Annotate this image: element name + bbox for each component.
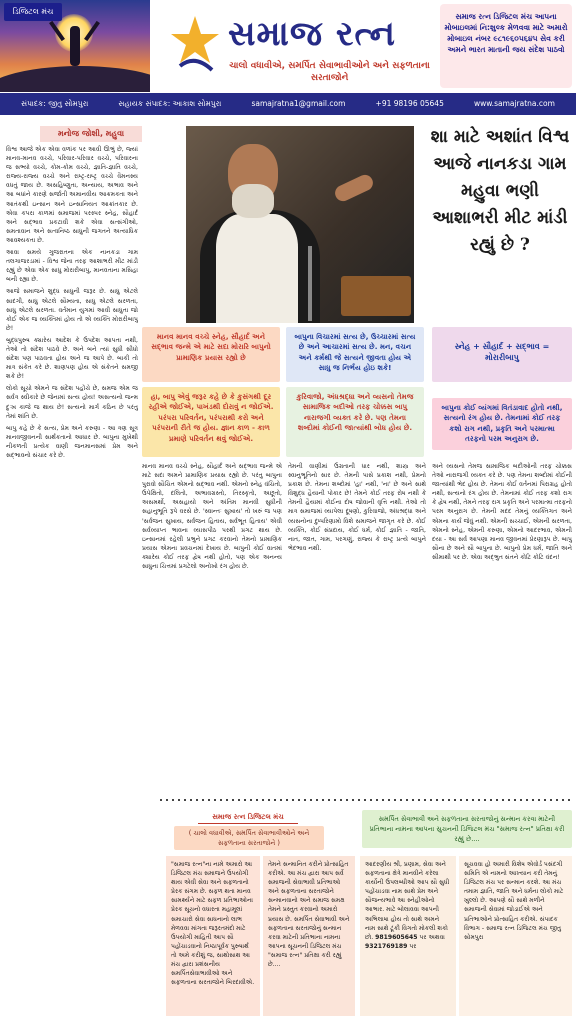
- paragraph: બાપુ કહે છે કે સત્ય, પ્રેમ અને કરુણા - આ ત્રણ સૂત્ર માનવજીવનની સાર્થકતાનો આધાર છે. બાપુના મુખેથી નીકળતી પ્રત્યેક વાણી જનમાનસમાં પ્રેમ અને સદ્ભાવનો સંચાર કરે છે.: [6, 424, 138, 459]
- contact-note-or: પર અથવા: [419, 933, 445, 941]
- quote-box-2: બાપુના વિચારમાં સત્ય છે, ઉચ્ચારમાં સત્ય છે અને આચારમાં સત્ય છે. મન, વચન અને કર્મથી જે સત્યને જીવતા હોય એ સાધુ જ નિર્ભય હોઇ શકે!: [286, 327, 424, 382]
- masthead-tagline: ચાલો વધાવીએ, સમર્પિત સેવાભાવીઓને અને સફળતાના સરતાજોને: [229, 61, 430, 83]
- contact-note-tail: પર: [409, 942, 417, 950]
- phone-number[interactable]: +91 98196 05645: [375, 99, 444, 108]
- contact-bar: [0, 93, 576, 115]
- paragraph: આવા સમયે ગુજરાતના એક નાનકડા ગામ તલગાજરડામાં - વિશ્વ જેના તરફ આશાભરી મીટ માંડી રહ્યું છે એવા એક સાધુ મોરારીબાપુ, માનવતાના મસિહા બની રહ્યા છે.: [6, 249, 138, 284]
- contact-note-text: આદરણીય શ્રી, પ્રણામ, સેવા અને સફળતાના ક્ષેત્રે માનવીને કરેલા કાર્યોની ઉપલબ્ધીઓ આપ સૌ સુધી પહોંચાડવા નામ સાથે પ્રેમ અને સૌજન્યભાવે આ સ્નેહીઓનો આભાર. માટે બોલાવવા આપની અભિલાષા હોય તો સાથે અમને નામ સાથે ટૂંકી વિગતો મોકલી શકો છો.: [365, 861, 450, 941]
- quote-box-6: બાપુના કોઈ વ્યંગમાં વિતંડાવાદ હોતો નથી, સત્યનો રંગ હોય છે. તેમનામાં કોઈ તરફ કશો રાગ નથી, પ્રકૃતિ અને પરમાત્મા તરફનો પરમ અનુરાગ છે.: [432, 398, 572, 450]
- star-logo-icon: [170, 14, 220, 74]
- article-byline: મનોજ જોશી, મહુવા: [40, 126, 142, 142]
- morari-bapu-photo: [186, 126, 414, 323]
- contact-phone-1[interactable]: 9819605645: [375, 933, 418, 941]
- honour-note: તેમને સન્માનિત કરીને પ્રોત્સાહિત કરીએ. આ મંચ દ્વારા આપ સર્વે સમાજની સેવાભાવી પ્રતિભાઓ અને સફળતાના સરતાજોને સન્માનવાનો અને સમાજ સમક્ષ તેમને પ્રસ્તુત કરવાનો અમારો પ્રયાસ છે. સમર્પિત સેવાભાવી અને સફળતાના સરતાજોનું સન્માન કરવા માટેની પ્રતિભાના નામના આપના સૂચનની ડિજિટલ મંચ "સમાજ રત્ન" પ્રતિક્ષા કરી રહ્યું છે....: [263, 856, 355, 1016]
- paragraph: લોકો સૂચો એમને જ સંદેશ પહોંચે છે, સમજ એમ જ સર્વત્ર સ્વીકારે છે જેનામાં સત્ય હોય! અસત્યનો જન્મ દુઃખ કાજે જ થાય છે! સત્યનો માર્ગ કઠિન છે પરંતુ તેમાં શાંતિ છે.: [6, 385, 138, 420]
- editor-name: સંપાદક: જીતુ સોમપુરા: [21, 99, 89, 108]
- paragraph: વિશ્વ આજે એક એવા વળાંક પર આવી ઊભું છે, જ્યાં માનવ-માનવ વચ્ચે, પરિવાર-પરિવાર વચ્ચે, પરિવારના જ સભ્યો વચ્ચે, કોમ-કોમ વચ્ચે, જ્ઞાતિ-જ્ઞાતિ વચ્ચે, રાજ્ય-રાજ્ય વચ્ચે અને રાષ્ટ્ર-રાષ્ટ્ર વચ્ચે વૈમનસ્ય વધતું જાય છે. અસહિષ્ણુતા, અન્યાય, અભાવ અને આ બધાંને કારણે સર્જાતી અમાનવીય આક્રમકતા અને આતંકથી ઇન્સાન અને ઇન્સાનિયત આક્રાંતકાર છે. એવા કપરા કાળમાં સમાજમાં પરસ્પર સ્નેહ, સૌહાર્દ અને સદ્ભાવ પ્રકટાવી શકે એવા સત્સંગીઓ, સમતાવાન અને સત્વનિષ્ઠ સાધુની જગતને અત્યાધિક આવશ્યકતા છે.: [6, 146, 138, 244]
- article-column-1: [6, 145, 138, 795]
- quote-box-1: માનવ માનવ વચ્ચે સ્નેહ, સૌહાર્દ અને સદ્ભાવ જન્મે એ માટે સદા મોરારિ બાપુનો પ્રામાણિક પ્રયાસ રહ્યો છે: [142, 327, 280, 382]
- article-column-4: અને વ્યસનો તેમજ સામાજિક બદીઓની તરફ ચોક્કસ તેઓ નારાજગી વ્યક્ત કરે છે. પણ તેમના શબ્દોમાં કોઈની જાત્યાંથી ભેદ હોય છે. તેમના કોઈ વર્તનમાં પિરાગ્રહ હોતો નથી, સત્યનો રંગ હોય છે. તેમનામાં કોઈ તરફ કશો રાગ કે દ્વેષ નથી, તેમને તરફ રાગ પ્રકૃતિ અને પરમાત્મા તરફનો પરમ અનુરાગ છે. તેમની મદદ તેમનું વ્યક્તિગત અને એમના કાર્ય જેવું નથી. એમની સચ્ચાઈ, એમની સરળતા, એમનો સ્નેહ, એમની કરુણા, એમનો આદરભાવ, એમની દયા - આ સર્વ આપણા માનવ જીવનમાં પ્રેરણારૂપ છે. બાપુ સૌના છે અને સૌ બાપુના છે. બાપુનો પ્રેમ ધર્મ, જાતિ અને સીમાથી પર છે. એવા અદ્ભુત સંતને કોટિ કોટિ વંદન!: [432, 463, 572, 561]
- paragraph: બુદ્ધપુરુષ ક્યારેય આદેશ કે ઉપદેશ આપતા નથી, તેઓ તો સંદેશ પાઠવે છે. અને બને ત્યાં સુધી સીધો સંદેશ પણ પાઠવતા હોય અને જ આપે છે. બાકી તો માત્ર સંકેત કરે છે. શાણપણ હોય એ સંકેતને સમજી શકે છે!: [6, 336, 138, 381]
- masthead: [0, 0, 576, 92]
- contact-phone-2[interactable]: 9321769189: [365, 942, 408, 950]
- section-divider: [0, 798, 576, 802]
- equation-box: સ્નેહ + સૌહાર્દ + સદ્ભાવ = મોરારીબાપુ: [432, 327, 572, 382]
- masthead-title: સમાજ રત્ન: [228, 14, 396, 54]
- contact-note: [360, 856, 456, 1016]
- quote-box-5: કુરિવાજો, અંધશ્રદ્ધા અને વ્યસનો તેમજ સામાજિક બદીઓ તરફ ચોક્કસ બાપુ નારાજગી વ્યક્ત કરે છે. પણ તેમના શબ્દોમાં કોઈની જાત્યાંથી બોધ હોય છે.: [286, 387, 424, 457]
- award-committee-note: સૂચવવા હો અમારી વિશેષ એવોર્ડ પસંદગી સમિતિ એ નામનો આખ્યાન કરી તેમનું ડિજિટલ મંચ પર સન્માન કરશે. આ મંચ તમામ જ્ઞાતિ, જાતિ અને ધર્મના લોકો માટે ખુલ્લો છે. આપણે સૌ સાથે મળીને સમાજની સેવામાં જોડાઈએ અને પ્રતિભાઓને પ્રોત્સાહિત કરીએ. સંપાદક વિભાગ - સમાજ રત્ન ડિજિટલ મંચ જીતુ સોમપુરા: [459, 856, 572, 1016]
- about-manch-note: "સમાજ રત્ન"ના નામે અમારો આ ડિજિટલ મંચ સમાજને ઉપયોગી થાય એવી સેવા અને સફળતાનો પ્રેરક સંગમ છે. સફળ થતા માનવ સામર્થ્યને માટે સફળ પ્રતિભાઓના પ્રેરક સૂચનો વધારતા મહામૂલાં સમાચારો સેવા સાધનાનો લાભ મેળવવા માંગતા જરૂરતમંદો માટે ઉપયોગી માહિતી આપ સૌ પહોંચાડવાનો નિષ્ઠાપૂર્વક પુરુષાર્થ તો અમે કરીશું જ, સાથોસાથ આ મંચ દ્વારા પ્રશંસનીય સમર્પિતસેવાભાવીઓ અને સફળતાના સરતાજોને બિરદાવીએ.: [166, 856, 260, 1016]
- article-headline: શા માટે અશાંત વિશ્વ આજે નાનકડા ગામ મહુવા ભણી આશાભરી મીટ માંડી રહ્યું છે ?: [430, 127, 570, 255]
- subscribe-info-box: સમાજ રત્ન ડિજિટલ મંચ આપના મોબાઇલમાં નિ:શુલ્ક મેળવવા માટે અમારો મોબાઇલ નંબર ૯૮૧૯૬૦૫૬૪૫ સેવ કરી અમને ભારત માતાની જય સંદેશ પાઠવો: [440, 4, 572, 88]
- article-column-2: માનવ માનવ વચ્ચે સ્નેહ, સૌહાર્દ અને સદ્ભાવ જન્મે એ માટે સદા અમને પ્રામાણિક પ્રયાસ રહ્યો છે. પરંતુ બાપુના પુરાવો સૌચિત એમનો સદ્ભાવ નથી. એમનો સ્નેહ વંચિતો, ઉપેક્ષિતો, દલિતો, અભાવગ્રસ્તો, તિરસ્કૃતો, અછૂતો, અસમર્થો, અસહાયો અને અંતિમ માનવી સુધીની સહાનુભૂતિ રૂપે વરસે છે. 'સ્વાન્તઃ સુખાય' તો ખરું જ પણ 'સર્વજન સુખાય, સર્વજન હિતાય, સર્વભૂત હિતાય' એવી સર્વવ્યાપ્ત ભાવના વ્યાસપીઠ પરથી પ્રગટ થાય છે. ઇન્સાનમાં રહેલી પ્રભુને પ્રગટ કરવાનો તેમનો પ્રામાણિક પ્રયાસ એમના પ્રવચનમાં દેખાય છે. બાપુની કોઈ વાતમાં ક્યારેય કોઈ તરફ દ્વેષ નથી હોતો, પણ એક અનન્ય સાધુના ચિત્તમાં પ્રગટેલો અનોખો રંગ હોય છે.: [142, 463, 282, 571]
- digital-manch-badge: ડિજિટલ મંચ: [4, 3, 62, 21]
- manch-tagline: ( ચાલો વધાવીએ, સમર્પિત સેવાભાવીઓને અને સફળતાના સરતાજોને ): [174, 826, 324, 850]
- website-link[interactable]: www.samajratna.com: [473, 99, 555, 108]
- quote-box-4: હા, બાપુ એવું જરૂર કહે છે કે કુસંગથી દૂર રહીએ જોઈએ, પાખંડથી દોરાવું ન જોઈએ. પરંપરા પરિવર્તન, પરંપરાથી કરો અને પરંપરાની રીતે જ હોય. જ્ઞાન કાળ - કાળ પ્રમાણે પરિવર્તન થવું જોઈએ.: [142, 387, 280, 457]
- article-column-3: તેમની વાણીમાં ઉગ્રતાની ધાર નથી, શાસ્ત્ર અને સ્વાનુભૂતિનો સાર છે. તેમની પાસે પ્રકાશ નથી, પ્રેમનો પ્રકાશ છે. તેમના શબ્દોમાં 'હા' નથી, 'ના' છે અને સાથે વિશુદ્ધ હૈયાની પોકાર છે! તેમને કોઈ તરફ રોષ નથી કે તેમની હૈયામાં કોઈના દોષ જોવાની વૃત્તિ નથી. તેઓ તો માત્ર સમાજમાં વ્યાપેલા દૂષણો, કુરિવાજો, અંધશ્રદ્ધા અને વ્યસનોના દુષ્પરિણામો વિશે સમાજને જાગૃત કરે છે. કોઈ વ્યક્તિ, કોઈ સંપ્રદાય, કોઈ ધર્મ, કોઈ જ્ઞાતિ - જાતિ, નાત, જાત, ગામ, પરગણું, રાજ્ય કે રાષ્ટ્ર પ્રત્યે બાપુને ભેદભાવ નથી.: [288, 463, 426, 552]
- email-link[interactable]: samajratna1@gmail.com: [251, 99, 346, 108]
- nomination-call-box: સમર્પિત સેવાભાવી અને સફળતાના સરતાજોનું સન્માન કરવા માટેની પ્રતિભાના નામના આપના સુચનની ડિજિટલ મંચ "સમાજ રત્ન" પ્રતિક્ષા કરી રહ્યું છે....: [362, 810, 572, 848]
- assistant-editor-name: સહાયક સંપાદક: આકાશ સોમપુરા: [118, 99, 222, 108]
- manch-label: સમાજ રત્ન ડિજિટલ મંચ: [198, 810, 298, 824]
- paragraph: આજે સમાજને શુદ્ધ સાધુની જરૂર છે. સાધુ એટલે સાદગી, સાધુ એટલે સૌમ્યતા, સાધુ એટલે સરળતા, સાધુ એટલે સરળતા. વર્તમાન યુગમાં આવી સાધુતા જો કોઈ એક જ વ્યક્તિમાં હોય તો એ વ્યક્તિ મોરારીબાપુ છે!: [6, 288, 138, 332]
